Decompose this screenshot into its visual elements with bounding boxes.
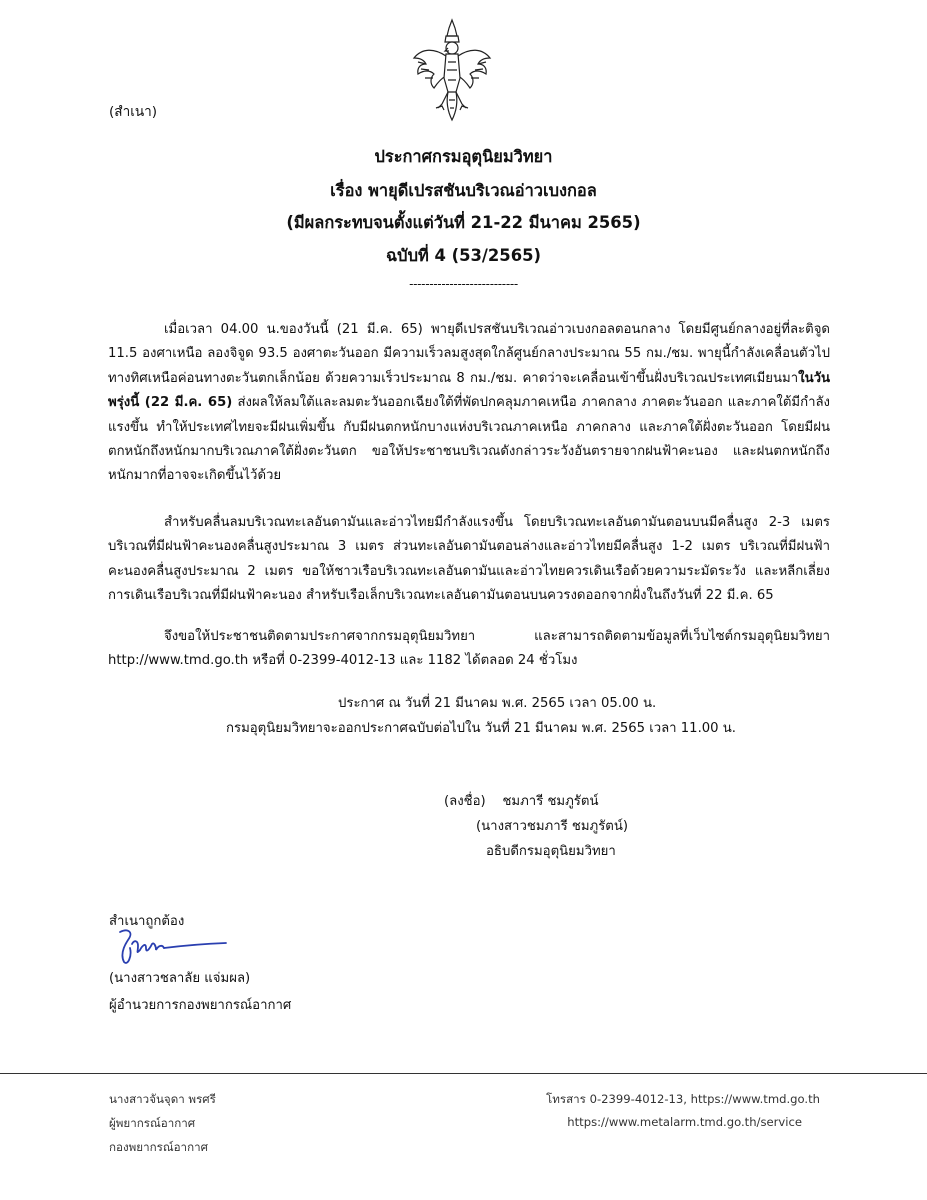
effect-title: (มีผลกระทบจนตั้งแต่วันที่ 21-22 มีนาคม 2565) xyxy=(286,213,641,232)
handwritten-signature xyxy=(110,926,230,970)
signatory-name: (นางสาวชมภารี ชมภูรัตน์) xyxy=(476,819,629,834)
paragraph-1 xyxy=(108,318,830,489)
paragraph-1-bold: ในวันพรุ่งนี้ (22 มี.ค. 65) xyxy=(108,370,830,411)
contact-unit: กองพยากรณ์อากาศ xyxy=(109,1140,208,1154)
header-divider: --------------------------- xyxy=(409,277,518,291)
certified-label: สำเนาถูกต้อง xyxy=(109,914,185,929)
next-announcement: กรมอุตุนิยมวิทยาจะออกประกาศฉบับต่อไปใน วันที่ 21 มีนาคม พ.ศ. 2565 เวลา 11.00 น. xyxy=(226,721,736,736)
paragraph-1-text-b: ส่งผลให้ลมใต้และลมตะวันออกเฉียงใต้ที่พัดปกคลุมภาคเหนือ ภาคกลาง ภาคตะวันออก และภาคใต้มีกำลังแรงขึ้น ทำให้ประเทศไทยจะมีฝนเพิ่มขึ้น กับมีฝนตกหนักบางแห่งบริเวณภาคเหนือ ภาคกลาง และภาคใต้ฝั่งตะวันออก โดยมีฝนตกหนักถึงหนักมากบริเวณภาคใต้ฝั่งตะวันตก ขอให้ประชาชนบริเวณดังกล่าวระวังอันตรายจากฝนฟ้าคะนอง และฝนตกหนักถึงหนักมากที่อาจจะเกิดขึ้นไว้ด้วย xyxy=(108,395,830,484)
copy-label: (สำเนา) xyxy=(109,104,158,120)
contact-name: นางสาวจันจุดา พรศรี xyxy=(109,1092,216,1106)
service-link[interactable]: https://www.metalarm.tmd.go.th/service xyxy=(567,1115,802,1129)
contact-role: ผู้พยากรณ์อากาศ xyxy=(109,1116,196,1130)
certifier-name: (นางสาวชลาลัย แจ่มผล) xyxy=(109,971,251,986)
paragraph-2-text: สำหรับคลื่นลมบริเวณทะเลอันดามันและอ่าวไทยมีกำลังแรงขึ้น โดยบริเวณทะเลอันดามันตอนบนมีคลื่นสูง 2-3 เมตร บริเวณที่มีฝนฟ้าคะนองคลื่นสูงประมาณ 3 เมตร ส่วนทะเลอันดามันตอนล่างและอ่าวไทยมีคลื่นสูง 1-2 เมตร บริเวณที่มีฝนฟ้าคะนองคลื่นสูงประมาณ 2 เมตร ขอให้ชาวเรือบริเวณทะเลอันดามันและอ่าวไทยควรเดินเรือด้วยความระมัดระวัง และหลีกเลี่ยงการเดินเรือบริเวณที่มีฝนฟ้าคะนอง สำหรับเรือเล็กบริเวณทะเลอันดามันตอนบนควรงดออกจากฝั่งในถึงวันที่ 22 มี.ค. 65 xyxy=(108,515,830,604)
certifier-position: ผู้อำนวยการกองพยากรณ์อากาศ xyxy=(109,998,292,1013)
footer-divider xyxy=(0,1073,927,1074)
signed-line: (ลงชื่อ) ชมภารี ชมภูรัตน์ xyxy=(444,794,599,809)
issue-number: ฉบับที่ 4 (53/2565) xyxy=(386,246,541,265)
paragraph-3 xyxy=(108,625,830,674)
signatory-position: อธิบดีกรมอุตุนิยมวิทยา xyxy=(486,844,616,859)
fax-and-website: โทรสาร 0-2399-4012-13, https://www.tmd.go.th xyxy=(546,1092,820,1106)
announcement-date: ประกาศ ณ วันที่ 21 มีนาคม พ.ศ. 2565 เวลา 05.00 น. xyxy=(338,696,657,711)
paragraph-3-text: จึงขอให้ประชาชนติดตามประกาศจากกรมอุตุนิยมวิทยา และสามารถติดตามข้อมูลที่เว็บไซต์กรมอุตุนิยมวิทยา http://www.tmd.go.th หรือที่ 0-2399-4012-13 และ 1182 ได้ตลอด 24 ชั่วโมง xyxy=(108,629,830,669)
subject-title: เรื่อง พายุดีเปรสชันบริเวณอ่าวเบงกอล xyxy=(330,181,597,200)
agency-title: ประกาศกรมอุตุนิยมวิทยา xyxy=(374,147,553,166)
paragraph-2 xyxy=(108,511,830,609)
garuda-emblem-icon xyxy=(412,18,492,122)
paragraph-1-text-a: เมื่อเวลา 04.00 น.ของวันนี้ (21 มี.ค. 65) พายุดีเปรสชันบริเวณอ่าวเบงกอลตอนกลาง โดยมีศูนย์กลางอยู่ที่ละติจูด 11.5 องศาเหนือ ลองจิจูด 93.5 องศาตะวันออก มีความเร็วลมสูงสุดใกล้ศูนย์กลางประมาณ 55 กม./ชม. พายุนี้กำลังเคลื่อนตัวไปทางทิศเหนือค่อนทางตะวันตกเล็กน้อย ด้วยความเร็วประมาณ 8 กม./ชม. คาดว่าจะเคลื่อนเข้าขึ้นฝั่งบริเวณประเทศเมียนมา xyxy=(108,322,830,386)
